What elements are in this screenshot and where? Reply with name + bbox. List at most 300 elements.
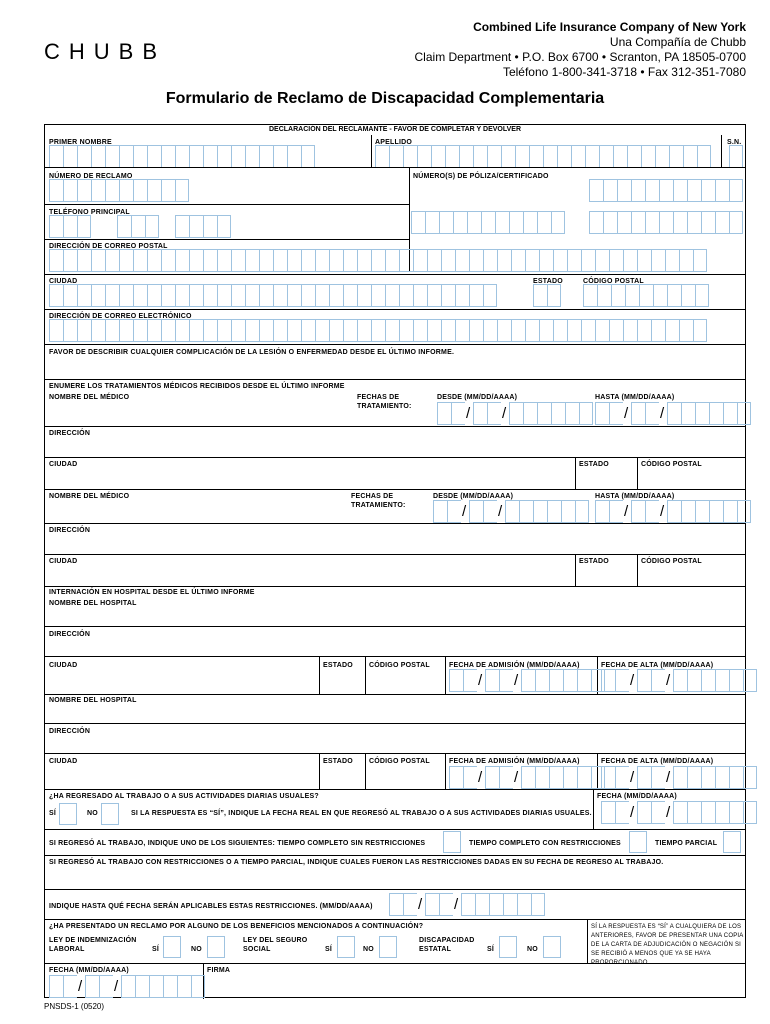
char-box[interactable] — [495, 211, 509, 234]
char-box[interactable] — [145, 215, 159, 238]
char-box[interactable] — [273, 249, 287, 272]
char-box[interactable] — [217, 145, 231, 168]
char-box[interactable] — [119, 284, 133, 307]
char-box[interactable] — [645, 179, 659, 202]
char-box[interactable] — [147, 249, 161, 272]
char-box[interactable] — [553, 249, 567, 272]
phone-area-input[interactable] — [49, 215, 91, 238]
char-box[interactable] — [563, 669, 577, 692]
char-box[interactable] — [651, 319, 665, 342]
char-box[interactable] — [715, 766, 729, 789]
char-box[interactable] — [105, 145, 119, 168]
char-box[interactable] — [469, 249, 483, 272]
char-box[interactable] — [147, 179, 161, 202]
char-box[interactable] — [455, 249, 469, 272]
suffix-input[interactable] — [729, 145, 743, 168]
char-box[interactable] — [449, 766, 463, 789]
char-box[interactable] — [601, 766, 615, 789]
char-box[interactable] — [117, 215, 131, 238]
first-name-input[interactable] — [49, 145, 315, 168]
char-box[interactable] — [525, 249, 539, 272]
char-box[interactable] — [709, 402, 723, 425]
char-box[interactable] — [245, 145, 259, 168]
char-box[interactable] — [49, 215, 63, 238]
char-box[interactable] — [131, 215, 145, 238]
char-box[interactable] — [161, 319, 175, 342]
char-box[interactable] — [189, 145, 203, 168]
char-box[interactable] — [561, 500, 575, 523]
char-box[interactable] — [637, 249, 651, 272]
char-box[interactable] — [595, 249, 609, 272]
char-box[interactable] — [133, 284, 147, 307]
char-box[interactable] — [447, 500, 461, 523]
char-box[interactable] — [611, 284, 625, 307]
zip-input[interactable] — [583, 284, 709, 307]
char-box[interactable] — [343, 284, 357, 307]
char-box[interactable] — [441, 249, 455, 272]
char-box[interactable] — [385, 284, 399, 307]
char-box[interactable] — [483, 500, 497, 523]
char-box[interactable] — [91, 284, 105, 307]
char-box[interactable] — [49, 975, 63, 998]
char-box[interactable] — [615, 766, 629, 789]
char-box[interactable] — [715, 801, 729, 824]
char-box[interactable] — [287, 145, 301, 168]
char-box[interactable] — [631, 500, 645, 523]
char-box[interactable] — [357, 319, 371, 342]
char-box[interactable] — [715, 211, 729, 234]
restrictions-until-date-input[interactable] — [389, 893, 545, 916]
char-box[interactable] — [433, 500, 447, 523]
char-box[interactable] — [411, 211, 425, 234]
char-box[interactable] — [77, 319, 91, 342]
policy-number-input-3[interactable] — [589, 211, 743, 234]
char-box[interactable] — [119, 179, 133, 202]
char-box[interactable] — [687, 179, 701, 202]
char-box[interactable] — [245, 284, 259, 307]
char-box[interactable] — [515, 145, 529, 168]
char-box[interactable] — [147, 319, 161, 342]
admission-date-input[interactable] — [449, 669, 605, 692]
char-box[interactable] — [623, 319, 637, 342]
char-box[interactable] — [105, 179, 119, 202]
char-box[interactable] — [63, 145, 77, 168]
char-box[interactable] — [483, 284, 497, 307]
char-box[interactable] — [315, 284, 329, 307]
char-box[interactable] — [399, 319, 413, 342]
char-box[interactable] — [121, 975, 135, 998]
char-box[interactable] — [737, 500, 751, 523]
char-box[interactable] — [523, 402, 537, 425]
char-box[interactable] — [609, 249, 623, 272]
mailing-address-input[interactable] — [49, 249, 707, 272]
char-box[interactable] — [203, 319, 217, 342]
char-box[interactable] — [203, 215, 217, 238]
char-box[interactable] — [729, 669, 743, 692]
char-box[interactable] — [539, 249, 553, 272]
policy-number-input-1[interactable] — [589, 179, 743, 202]
char-box[interactable] — [585, 145, 599, 168]
char-box[interactable] — [77, 249, 91, 272]
char-box[interactable] — [175, 319, 189, 342]
char-box[interactable] — [499, 669, 513, 692]
char-box[interactable] — [577, 766, 591, 789]
char-box[interactable] — [729, 211, 743, 234]
claim-number-input[interactable] — [49, 179, 189, 202]
char-box[interactable] — [497, 249, 511, 272]
char-box[interactable] — [105, 319, 119, 342]
phone-prefix-input[interactable] — [117, 215, 159, 238]
char-box[interactable] — [455, 319, 469, 342]
char-box[interactable] — [625, 284, 639, 307]
char-box[interactable] — [659, 179, 673, 202]
char-box[interactable] — [63, 249, 77, 272]
char-box[interactable] — [595, 402, 609, 425]
char-box[interactable] — [723, 402, 737, 425]
char-box[interactable] — [645, 500, 659, 523]
char-box[interactable] — [715, 669, 729, 692]
char-box[interactable] — [85, 975, 99, 998]
char-box[interactable] — [533, 284, 547, 307]
char-box[interactable] — [601, 669, 615, 692]
char-box[interactable] — [509, 402, 523, 425]
char-box[interactable] — [487, 402, 501, 425]
from-date-input-2[interactable] — [433, 500, 589, 523]
char-box[interactable] — [91, 179, 105, 202]
char-box[interactable] — [729, 179, 743, 202]
char-box[interactable] — [547, 284, 561, 307]
char-box[interactable] — [665, 249, 679, 272]
char-box[interactable] — [177, 975, 191, 998]
char-box[interactable] — [463, 766, 477, 789]
to-date-input-2[interactable] — [595, 500, 751, 523]
char-box[interactable] — [259, 145, 273, 168]
char-box[interactable] — [189, 215, 203, 238]
char-box[interactable] — [357, 284, 371, 307]
char-box[interactable] — [743, 766, 757, 789]
char-box[interactable] — [161, 145, 175, 168]
char-box[interactable] — [637, 319, 651, 342]
char-box[interactable] — [413, 319, 427, 342]
char-box[interactable] — [149, 975, 163, 998]
char-box[interactable] — [695, 284, 709, 307]
char-box[interactable] — [459, 145, 473, 168]
char-box[interactable] — [681, 500, 695, 523]
char-box[interactable] — [693, 319, 707, 342]
char-box[interactable] — [427, 249, 441, 272]
char-box[interactable] — [371, 284, 385, 307]
char-box[interactable] — [589, 211, 603, 234]
char-box[interactable] — [273, 284, 287, 307]
char-box[interactable] — [581, 249, 595, 272]
char-box[interactable] — [687, 211, 701, 234]
full-time-restrictions-checkbox[interactable] — [629, 831, 647, 853]
labor-yes-checkbox[interactable] — [163, 936, 181, 958]
char-box[interactable] — [135, 975, 149, 998]
char-box[interactable] — [651, 801, 665, 824]
char-box[interactable] — [505, 500, 519, 523]
part-time-checkbox[interactable] — [723, 831, 741, 853]
char-box[interactable] — [679, 319, 693, 342]
char-box[interactable] — [273, 319, 287, 342]
char-box[interactable] — [329, 319, 343, 342]
char-box[interactable] — [105, 284, 119, 307]
char-box[interactable] — [517, 893, 531, 916]
char-box[interactable] — [603, 211, 617, 234]
last-name-input[interactable] — [375, 145, 711, 168]
char-box[interactable] — [371, 249, 385, 272]
char-box[interactable] — [473, 145, 487, 168]
char-box[interactable] — [301, 319, 315, 342]
char-box[interactable] — [601, 801, 615, 824]
char-box[interactable] — [403, 145, 417, 168]
returned-no-checkbox[interactable] — [101, 803, 119, 825]
char-box[interactable] — [723, 500, 737, 523]
char-box[interactable] — [189, 249, 203, 272]
char-box[interactable] — [385, 319, 399, 342]
char-box[interactable] — [579, 402, 593, 425]
char-box[interactable] — [461, 893, 475, 916]
char-box[interactable] — [567, 249, 581, 272]
char-box[interactable] — [673, 669, 687, 692]
char-box[interactable] — [531, 893, 545, 916]
char-box[interactable] — [301, 249, 315, 272]
char-box[interactable] — [631, 402, 645, 425]
char-box[interactable] — [375, 145, 389, 168]
char-box[interactable] — [259, 319, 273, 342]
char-box[interactable] — [99, 975, 113, 998]
to-date-input[interactable] — [595, 402, 751, 425]
char-box[interactable] — [543, 145, 557, 168]
char-box[interactable] — [487, 145, 501, 168]
char-box[interactable] — [425, 211, 439, 234]
char-box[interactable] — [485, 766, 499, 789]
char-box[interactable] — [609, 402, 623, 425]
char-box[interactable] — [475, 893, 489, 916]
char-box[interactable] — [417, 145, 431, 168]
char-box[interactable] — [499, 766, 513, 789]
char-box[interactable] — [399, 249, 413, 272]
char-box[interactable] — [641, 145, 655, 168]
char-box[interactable] — [413, 284, 427, 307]
char-box[interactable] — [529, 145, 543, 168]
char-box[interactable] — [549, 766, 563, 789]
char-box[interactable] — [701, 179, 715, 202]
char-box[interactable] — [667, 500, 681, 523]
char-box[interactable] — [637, 669, 651, 692]
char-box[interactable] — [547, 500, 561, 523]
char-box[interactable] — [259, 249, 273, 272]
char-box[interactable] — [161, 284, 175, 307]
char-box[interactable] — [385, 249, 399, 272]
char-box[interactable] — [537, 402, 551, 425]
char-box[interactable] — [175, 145, 189, 168]
char-box[interactable] — [571, 145, 585, 168]
char-box[interactable] — [603, 179, 617, 202]
char-box[interactable] — [575, 500, 589, 523]
char-box[interactable] — [681, 402, 695, 425]
char-box[interactable] — [451, 402, 465, 425]
char-box[interactable] — [485, 669, 499, 692]
char-box[interactable] — [119, 145, 133, 168]
char-box[interactable] — [615, 669, 629, 692]
char-box[interactable] — [481, 211, 495, 234]
char-box[interactable] — [667, 284, 681, 307]
char-box[interactable] — [329, 284, 343, 307]
char-box[interactable] — [557, 145, 571, 168]
char-box[interactable] — [743, 801, 757, 824]
char-box[interactable] — [623, 249, 637, 272]
char-box[interactable] — [175, 249, 189, 272]
char-box[interactable] — [245, 249, 259, 272]
char-box[interactable] — [231, 319, 245, 342]
char-box[interactable] — [565, 402, 579, 425]
char-box[interactable] — [701, 801, 715, 824]
char-box[interactable] — [687, 669, 701, 692]
char-box[interactable] — [63, 284, 77, 307]
char-box[interactable] — [453, 211, 467, 234]
char-box[interactable] — [525, 319, 539, 342]
char-box[interactable] — [521, 766, 535, 789]
char-box[interactable] — [217, 319, 231, 342]
char-box[interactable] — [743, 669, 757, 692]
char-box[interactable] — [329, 249, 343, 272]
char-box[interactable] — [669, 145, 683, 168]
labor-no-checkbox[interactable] — [207, 936, 225, 958]
char-box[interactable] — [695, 402, 709, 425]
char-box[interactable] — [695, 500, 709, 523]
char-box[interactable] — [511, 249, 525, 272]
signature-date-input[interactable] — [49, 975, 205, 998]
char-box[interactable] — [119, 319, 133, 342]
char-box[interactable] — [77, 179, 91, 202]
char-box[interactable] — [455, 284, 469, 307]
char-box[interactable] — [589, 179, 603, 202]
char-box[interactable] — [645, 211, 659, 234]
char-box[interactable] — [315, 319, 329, 342]
char-box[interactable] — [737, 402, 751, 425]
char-box[interactable] — [147, 145, 161, 168]
char-box[interactable] — [613, 145, 627, 168]
char-box[interactable] — [615, 801, 629, 824]
char-box[interactable] — [683, 145, 697, 168]
char-box[interactable] — [105, 249, 119, 272]
email-input[interactable] — [49, 319, 707, 342]
char-box[interactable] — [189, 319, 203, 342]
char-box[interactable] — [599, 145, 613, 168]
char-box[interactable] — [357, 249, 371, 272]
char-box[interactable] — [651, 669, 665, 692]
char-box[interactable] — [175, 215, 189, 238]
char-box[interactable] — [729, 801, 743, 824]
char-box[interactable] — [439, 893, 453, 916]
char-box[interactable] — [441, 319, 455, 342]
phone-line-input[interactable] — [175, 215, 231, 238]
char-box[interactable] — [567, 319, 581, 342]
char-box[interactable] — [445, 145, 459, 168]
char-box[interactable] — [147, 284, 161, 307]
char-box[interactable] — [49, 145, 63, 168]
char-box[interactable] — [519, 500, 533, 523]
char-box[interactable] — [389, 893, 403, 916]
char-box[interactable] — [651, 249, 665, 272]
char-box[interactable] — [389, 145, 403, 168]
char-box[interactable] — [287, 249, 301, 272]
char-box[interactable] — [729, 145, 743, 168]
char-box[interactable] — [231, 284, 245, 307]
char-box[interactable] — [91, 145, 105, 168]
char-box[interactable] — [49, 249, 63, 272]
char-box[interactable] — [523, 211, 537, 234]
char-box[interactable] — [667, 402, 681, 425]
char-box[interactable] — [473, 402, 487, 425]
char-box[interactable] — [203, 145, 217, 168]
char-box[interactable] — [673, 801, 687, 824]
char-box[interactable] — [549, 669, 563, 692]
char-box[interactable] — [729, 766, 743, 789]
char-box[interactable] — [497, 319, 511, 342]
from-date-input[interactable] — [437, 402, 593, 425]
char-box[interactable] — [701, 766, 715, 789]
char-box[interactable] — [161, 179, 175, 202]
char-box[interactable] — [119, 249, 133, 272]
char-box[interactable] — [687, 801, 701, 824]
social-no-checkbox[interactable] — [379, 936, 397, 958]
char-box[interactable] — [665, 319, 679, 342]
char-box[interactable] — [681, 284, 695, 307]
char-box[interactable] — [163, 975, 177, 998]
char-box[interactable] — [673, 211, 687, 234]
char-box[interactable] — [175, 179, 189, 202]
char-box[interactable] — [631, 211, 645, 234]
char-box[interactable] — [535, 766, 549, 789]
char-box[interactable] — [287, 319, 301, 342]
char-box[interactable] — [537, 211, 551, 234]
char-box[interactable] — [301, 284, 315, 307]
char-box[interactable] — [63, 319, 77, 342]
city-input[interactable] — [49, 284, 497, 307]
char-box[interactable] — [511, 319, 525, 342]
char-box[interactable] — [431, 145, 445, 168]
char-box[interactable] — [617, 179, 631, 202]
char-box[interactable] — [551, 211, 565, 234]
char-box[interactable] — [231, 249, 245, 272]
char-box[interactable] — [161, 249, 175, 272]
char-box[interactable] — [133, 179, 147, 202]
char-box[interactable] — [693, 249, 707, 272]
char-box[interactable] — [697, 145, 711, 168]
char-box[interactable] — [645, 402, 659, 425]
char-box[interactable] — [651, 766, 665, 789]
discharge-date-input[interactable] — [601, 669, 757, 692]
char-box[interactable] — [597, 284, 611, 307]
char-box[interactable] — [425, 893, 439, 916]
discharge-date-input-2[interactable] — [601, 766, 757, 789]
char-box[interactable] — [437, 402, 451, 425]
char-box[interactable] — [595, 500, 609, 523]
char-box[interactable] — [77, 284, 91, 307]
policy-number-input-2[interactable] — [411, 211, 565, 234]
char-box[interactable] — [501, 145, 515, 168]
char-box[interactable] — [191, 975, 205, 998]
char-box[interactable] — [63, 215, 77, 238]
char-box[interactable] — [483, 319, 497, 342]
char-box[interactable] — [427, 284, 441, 307]
char-box[interactable] — [701, 669, 715, 692]
char-box[interactable] — [553, 319, 567, 342]
char-box[interactable] — [583, 284, 597, 307]
char-box[interactable] — [463, 669, 477, 692]
